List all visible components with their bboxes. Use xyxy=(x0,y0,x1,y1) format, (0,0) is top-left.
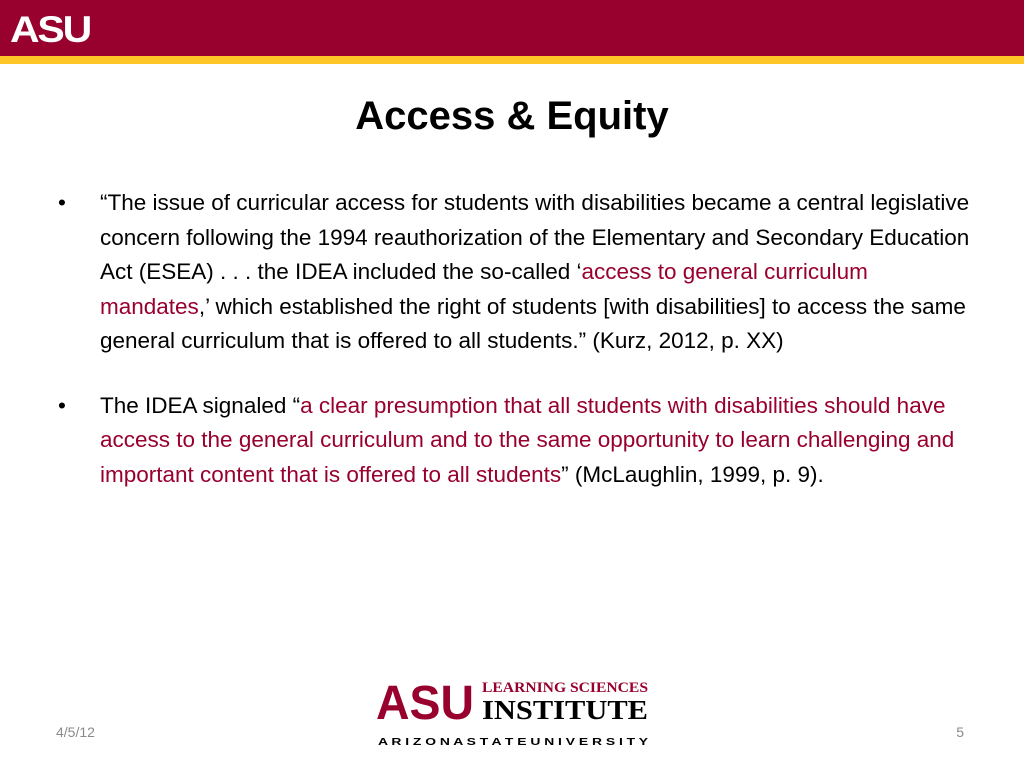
slide-number: 5 xyxy=(956,724,964,740)
asu-logo xyxy=(10,11,90,45)
footer-logo-line1: LEARNING SCIENCES xyxy=(482,680,648,696)
learning-sciences-institute-logo xyxy=(376,674,652,748)
footer-logo-mark: ASU xyxy=(376,677,474,730)
slide-title: Access & Equity xyxy=(355,94,669,138)
header-gold-stripe xyxy=(0,56,1024,64)
header-bar xyxy=(0,0,1024,56)
bullet-text-end: ” (McLaughlin, 1999, p. 9). xyxy=(561,461,824,487)
asu-logo-text: ASU xyxy=(10,11,90,45)
bullet-text: “The issue of curricular access for students with disabilities became a central legislative concern following the 1994 reauthorization of the Elementary and Secondary Education Act (ESEA) . . . the IDEA included the so-called ‘ xyxy=(100,190,970,284)
bullet-text-end: ,’ which established the right of students [with disabilities] to access the same general curriculum that is offered to all students.” (Kurz, 2012, p. XX) xyxy=(100,293,966,353)
footer-logo-line2: INSTITUTE xyxy=(482,695,648,725)
bullet-list xyxy=(58,186,978,522)
footer-logo-line3: A R I Z O N A S T A T E U N I V E R S I T Y xyxy=(378,737,649,748)
bullet-highlight: access to general curriculum mandates xyxy=(100,259,868,319)
bullet-item xyxy=(58,186,978,359)
bullet-text: The IDEA signaled “ xyxy=(100,392,301,418)
slide-date: 4/5/12 xyxy=(56,724,95,740)
bullet-item xyxy=(58,389,978,493)
bullet-dot-icon: • xyxy=(58,392,66,418)
bullet-highlight: a clear presumption that all students with disabilities should have access to the general curriculum and to the same opportunity to learn challenging and important content that is offered to all students xyxy=(100,392,955,487)
bullet-dot-icon: • xyxy=(58,190,66,215)
